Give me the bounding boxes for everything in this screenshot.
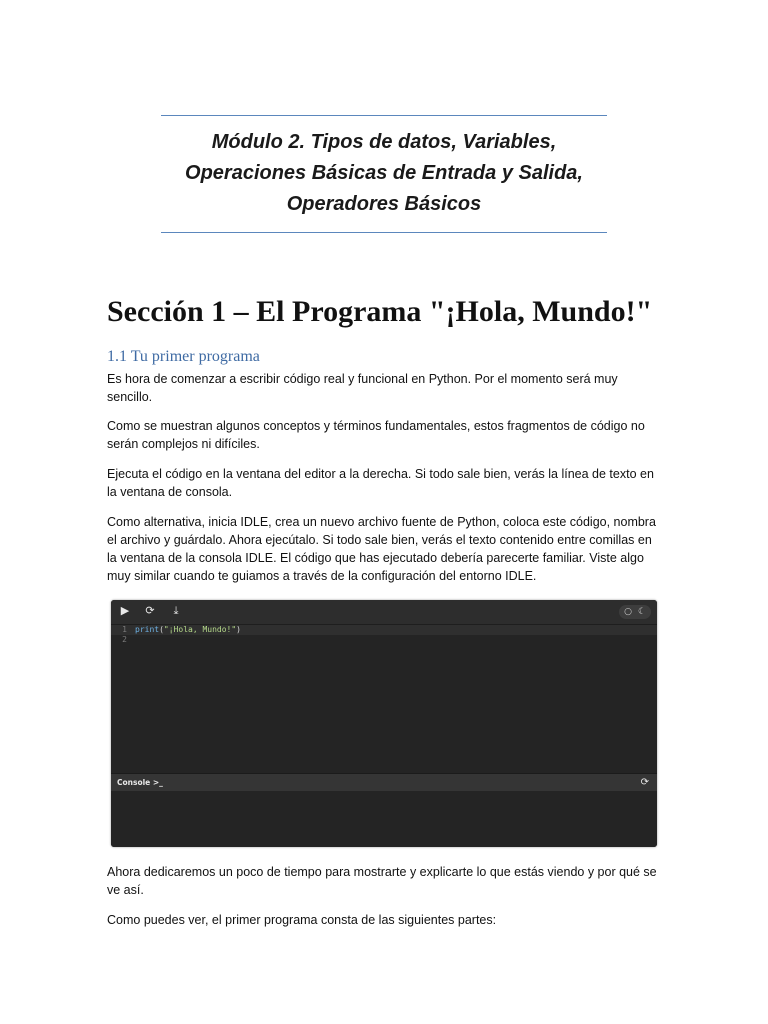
dark-mode-icon[interactable]: ☾ [637,607,647,617]
line-number: 1 [122,625,127,634]
reset-icon[interactable]: ⟳ [145,604,155,617]
code-close-paren: ) [236,625,241,634]
console-label: Console >_ [117,778,163,787]
console-bar [111,773,657,792]
theme-toggle[interactable] [619,605,651,619]
console-refresh-icon[interactable]: ⟳ [640,777,649,788]
code-line[interactable] [111,625,657,635]
code-line[interactable] [111,635,657,645]
top-rule [161,115,607,116]
module-title: Módulo 2. Tipos de datos, Variables, Operaciones Básicas de Entrada y Salida, Operadores Básicos [185,131,583,215]
section-title: Sección 1 – El Programa "¡Hola, Mundo!" [107,295,653,328]
code-editor [111,600,657,847]
paragraph-5: Ahora dedicaremos un poco de tiempo para mostrarte y explicarte lo que estás viendo y por qué se ve así. [107,865,657,897]
bottom-rule [161,232,607,233]
paragraph-6: Como puedes ver, el primer programa consta de las siguientes partes: [107,913,497,927]
line-number: 2 [122,635,127,644]
code-string: "¡Hola, Mundo!" [163,625,237,634]
paragraph-3: Ejecuta el código en la ventana del editor a la derecha. Si todo sale bien, verás la línea de texto en la ventana de consola. [107,467,654,499]
play-icon[interactable]: ▶ [120,604,130,617]
paragraph-1: Es hora de comenzar a escribir código real y funcional en Python. Por el momento será muy sencillo. [107,372,618,404]
paragraph-2: Como se muestran algunos conceptos y términos fundamentales, estos fragmentos de código no serán complejos ni difíciles. [107,419,645,451]
light-mode-icon[interactable]: ○ [624,607,632,617]
editor-toolbar [111,600,657,625]
code-area[interactable] [111,625,657,773]
download-icon[interactable]: ⤓ [173,604,179,617]
paragraph-4: Como alternativa, inicia IDLE, crea un nuevo archivo fuente de Python, coloca este código, nombra el archivo y guárdalo. Ahora ejecútalo. Si todo sale bien, verás el texto contenido entre comillas en la ventana de la consola IDLE. El código que has ejecutado debería parecerte familiar. Viste algo muy similar cuando te guiamos a través de la configuración del entorno IDLE. [107,515,656,583]
code-open-paren: ( [159,625,164,634]
subsection-title: 1.1 Tu primer programa [107,348,260,365]
code-text[interactable] [135,625,241,635]
code-keyword: print [135,625,160,634]
console-output[interactable] [111,791,657,847]
